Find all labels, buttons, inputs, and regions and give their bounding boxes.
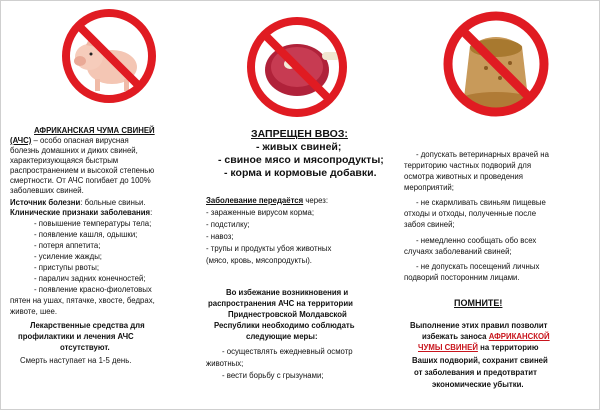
measure-item: животных; (206, 359, 244, 368)
final-line: экономические убытки. (432, 380, 524, 389)
final-highlight: АФРИКАНСКОЙ (488, 332, 550, 341)
spread-item: - зараженные вирусом корма; (206, 208, 315, 217)
ban-title: ЗАПРЕЩЕН ВВОЗ: (251, 128, 348, 140)
sign-item: - появление красно-фиолетовых (34, 285, 152, 294)
rule-item: - допускать ветеринарных врачей на (416, 150, 549, 159)
final-line: Выполнение этих правил позволит (410, 321, 548, 330)
prevent-title: Республики необходимо соблюдать (214, 321, 355, 330)
rule-item: отходы и отходы, полученные после (404, 209, 537, 218)
measure-item: - вести борьбу с грызунами; (222, 371, 324, 380)
final-line (422, 332, 550, 342)
prevent-title: Во избежание возникновения и (226, 288, 349, 297)
spread-text: через: (303, 196, 329, 205)
spread-item: - подстилку; (206, 220, 250, 229)
spread-label: Заболевание передаётся (206, 196, 304, 205)
rule-item: - не допускать посещений личных (416, 262, 540, 271)
rule-item: территорию частных подворий для (404, 161, 532, 170)
prevent-title: распространения АЧС на территории (208, 299, 353, 308)
desc-line: распространением и высокой степенью (10, 166, 155, 175)
sign-item: - паралич задних конечностей; (34, 274, 146, 283)
sign-item: - повышение температуры тела; (34, 219, 152, 228)
measure-item: - осуществлять ежедневный осмотр (222, 347, 353, 356)
final-line (418, 343, 538, 353)
sign-item: - приступы рвоты; (34, 263, 100, 272)
medicine-line: профилактики и лечения АЧС (18, 332, 134, 341)
signs-colon: : (150, 208, 153, 217)
rule-item: подворий посторонним лицами. (404, 273, 520, 282)
sign-item: животе, шее. (10, 307, 58, 316)
asf-intro (10, 136, 129, 146)
rule-item: случаях заболеваний свиней; (404, 247, 512, 256)
medicine-line: Лекарственные средства для (30, 321, 145, 330)
sign-item: пятен на ушах, пятачке, хвосте, бедрах, (10, 296, 155, 305)
no-pig-icon (58, 5, 160, 107)
final-text: избежать заноса (422, 332, 489, 341)
asf-title: АФРИКАНСКАЯ ЧУМА СВИНЕЙ (34, 126, 155, 135)
desc-line: заболевших свиней. (10, 186, 84, 195)
desc-line: характеризующаяся быстрым (10, 156, 119, 165)
no-meat-icon (242, 12, 352, 122)
source-label: Источник болезни (10, 198, 81, 207)
medicine-line: отсутствуют. (60, 343, 110, 352)
source-text: : больные свиньи. (80, 198, 146, 207)
signs-title-text: Клинические признаки заболевания (10, 208, 151, 217)
ban-item: - свиное мясо и мясопродукты; (218, 154, 384, 166)
spread-title (206, 196, 328, 206)
disease-source (10, 198, 146, 208)
sign-item: - усиление жажды; (34, 252, 102, 261)
asf-abbrev: (АЧС) (10, 136, 32, 145)
final-highlight: ЧУМЫ СВИНЕЙ (418, 343, 478, 352)
asf-intro-text: – особо опасная вирусная (31, 136, 129, 145)
spread-item: (мясо, кровь, мясопродукты). (206, 256, 312, 265)
final-line: Ваших подворий, сохранит свиней (412, 356, 548, 365)
sign-item: - потеря аппетита; (34, 241, 101, 250)
sign-item: - появление кашля, одышки; (34, 230, 138, 239)
rule-item: - немедленно сообщать обо всех (416, 236, 537, 245)
final-text: на территорию (477, 343, 539, 352)
ban-item: - корма и кормовые добавки. (224, 167, 377, 179)
rule-item: забоя свиней; (404, 220, 455, 229)
desc-line: болезнь домашних и диких свиней, (10, 146, 138, 155)
desc-line: смертности. От АЧС погибает до 100% (10, 176, 151, 185)
prevent-title: следующие меры: (246, 332, 318, 341)
remember-heading: ПОМНИТЕ! (454, 298, 503, 308)
spread-item: - навоз; (206, 232, 234, 241)
final-line: от заболевания и предотвратит (414, 368, 537, 377)
rule-item: осмотра животных и проведения (404, 172, 523, 181)
signs-title (10, 208, 152, 218)
rule-item: - не скармливать свиньям пищевые (416, 198, 546, 207)
death-note: Смерть наступает на 1-5 день. (20, 356, 132, 365)
spread-item: - трупы и продукты убоя животных (206, 244, 332, 253)
prevent-title: Приднестровской Молдавской (228, 310, 347, 319)
rule-item: мероприятий; (404, 183, 454, 192)
ban-item: - живых свиней; (256, 141, 342, 153)
no-feed-icon (440, 8, 552, 120)
